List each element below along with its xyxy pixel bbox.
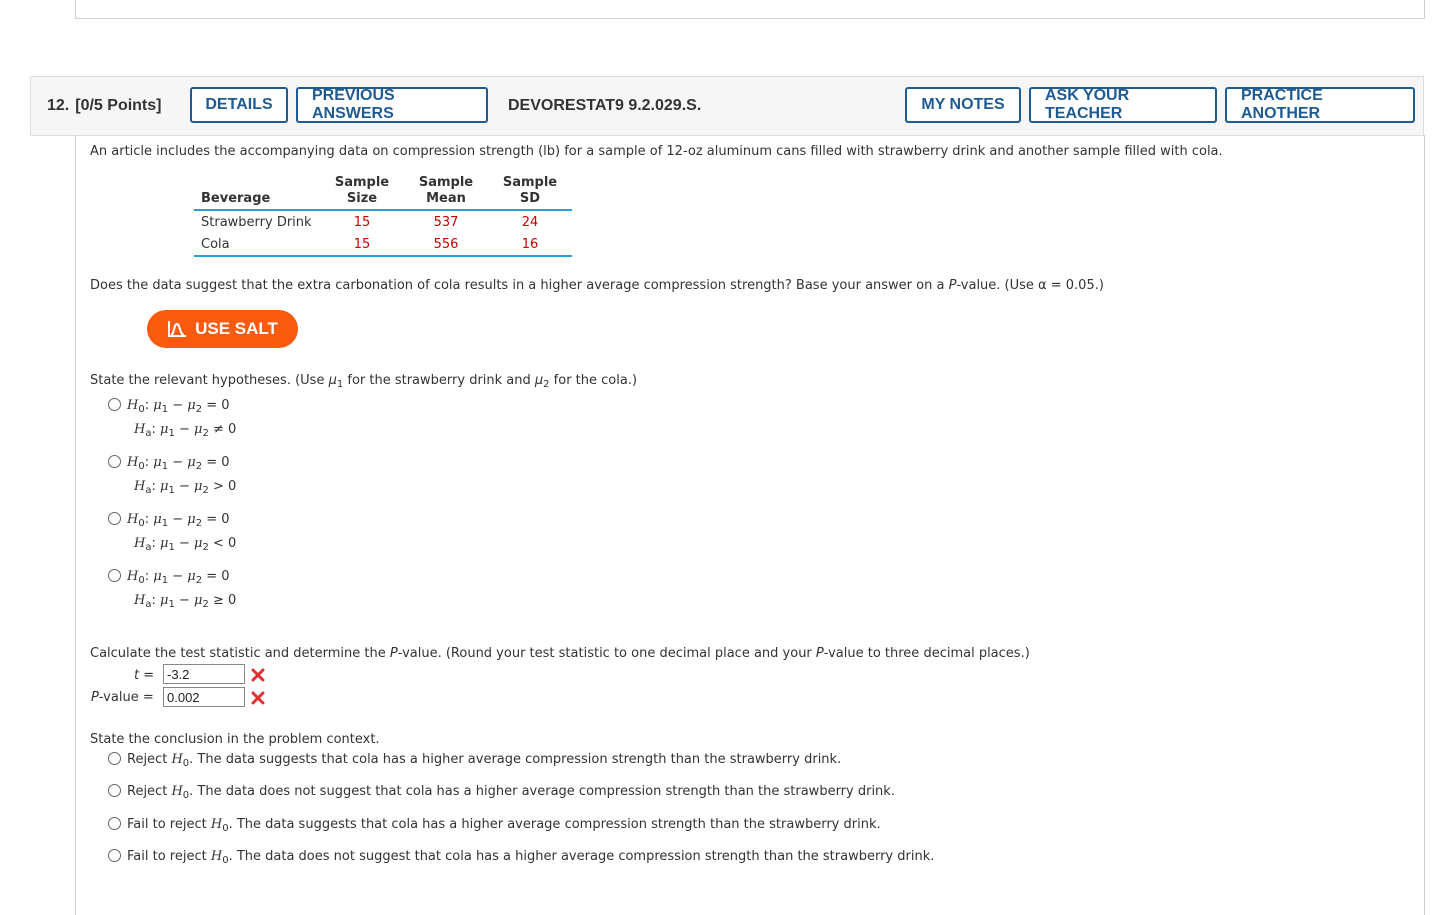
conclusion-lead: Fail to reject	[127, 817, 211, 832]
t-label	[134, 668, 154, 684]
mean-cell: 537	[433, 215, 459, 230]
conclusion-text-2: Reject $H_0$. The data does not suggest that cola has a higher average compression strength than the strawberry drink.	[127, 784, 895, 801]
question-header	[30, 76, 1424, 136]
question-number-text: 12.	[47, 97, 70, 114]
calc-prompt-c: -value to three decimal places.)	[823, 646, 1030, 661]
question-text-a: Does the data suggest that the extra carbonation of cola results in a higher average compression strength? Base your answer on a	[90, 278, 949, 293]
points-label: [0/5 Points]	[75, 97, 162, 114]
use-salt-label: USE SALT	[195, 319, 278, 338]
hypothesis-alt-1: $H_a$: $\mu_1 - \mu_2 \ne 0$	[134, 422, 237, 439]
hyp-prompt-mu2: μ	[534, 373, 544, 388]
salt-graph-icon	[167, 320, 187, 338]
hypothesis-radio-3[interactable]	[108, 512, 121, 525]
hypothesis-radio-2[interactable]	[108, 455, 121, 468]
calc-prompt-b: -value. (Round your test statistic to one decimal place and your	[397, 646, 816, 661]
practice-another-button[interactable]: PRACTICE ANOTHER	[1225, 87, 1415, 123]
hyp-prompt-a: State the relevant hypotheses. (Use	[90, 373, 329, 388]
t-label-text: t	[134, 668, 140, 683]
p-equals: =	[142, 690, 154, 705]
use-salt-button[interactable]	[147, 310, 298, 348]
data-table	[194, 175, 572, 257]
hyp-prompt-b: for the strawberry drink and	[343, 373, 535, 388]
alt-sign: < 0	[212, 536, 237, 551]
hypotheses-prompt	[90, 373, 637, 389]
previous-question-box	[75, 0, 1425, 19]
incorrect-icon	[251, 668, 265, 682]
hypothesis-alt-2: $H_a$: $\mu_1 - \mu_2 > 0$	[134, 479, 237, 496]
calc-prompt-a: Calculate the test statistic and determine the	[90, 646, 390, 661]
conclusion-radio-3[interactable]	[108, 817, 121, 830]
hyp-prompt-sub1: 1	[336, 379, 344, 390]
conclusion-text-4: Fail to reject $H_0$. The data does not suggest that cola has a higher average compression strength than the strawberry drink.	[127, 849, 935, 866]
ask-your-teacher-button[interactable]: ASK YOUR TEACHER	[1029, 87, 1217, 123]
hyp-prompt-mu1: μ	[328, 373, 337, 388]
hypothesis-alt-3: $H_a$: $\mu_1 - \mu_2 < 0$	[134, 536, 237, 553]
size-cell: 15	[353, 215, 371, 230]
conclusion-radio-2[interactable]	[108, 784, 121, 797]
question-text-p: P	[948, 278, 957, 293]
hypothesis-null-4: $H_0$: $\mu_1 - \mu_2 = 0$	[127, 569, 230, 586]
table-row	[194, 233, 572, 256]
previous-answers-button[interactable]: PREVIOUS ANSWERS	[296, 87, 488, 123]
conclusion-text-1: Reject $H_0$. The data suggests that cola has a higher average compression strength than the strawberry drink.	[127, 752, 842, 769]
incorrect-icon	[251, 691, 265, 705]
header-mean-line1: Sample	[418, 175, 474, 190]
t-statistic-input[interactable]	[163, 664, 245, 684]
conclusion-text-3: Fail to reject $H_0$. The data suggests that cola has a higher average compression strength than the strawberry drink.	[127, 817, 881, 834]
p-value-input[interactable]	[163, 687, 245, 707]
beverage-cell: Cola	[201, 237, 230, 252]
beverage-cell: Strawberry Drink	[201, 215, 312, 230]
header-mean	[404, 175, 488, 210]
hypothesis-null-1: $H_0$: $\mu_1 - \mu_2 = 0$	[127, 398, 230, 415]
alt-sign: ≠ 0	[212, 422, 237, 437]
hyp-prompt-c: for the cola.)	[549, 373, 638, 388]
size-cell: 15	[353, 237, 371, 252]
header-sd	[488, 175, 572, 210]
question-body	[75, 135, 1425, 915]
question-code: DEVORESTAT9 9.2.029.S.	[508, 97, 702, 114]
question-text	[90, 278, 1104, 294]
conclusion-prompt: State the conclusion in the problem context.	[90, 732, 380, 747]
hyp-prompt-sub2: 2	[543, 379, 550, 390]
question-number	[47, 97, 161, 115]
conclusion-lead: Reject	[127, 752, 172, 767]
header-size-line1: Sample	[334, 175, 390, 190]
conclusion-body: . The data does not suggest that cola has a higher average compression strength than the strawberry drink.	[228, 849, 935, 864]
hypothesis-radio-4[interactable]	[108, 569, 121, 582]
hypothesis-radio-1[interactable]	[108, 398, 121, 411]
sd-cell: 24	[521, 215, 539, 230]
question-text-b: -value. (Use α = 0.05.)	[956, 278, 1104, 293]
hypothesis-alt-4: $H_a$: $\mu_1 - \mu_2 \ge 0$	[134, 593, 237, 610]
intro-text: An article includes the accompanying data on compression strength (lb) for a sample of 12-oz aluminum cans filled with strawberry drink and another sample filled with cola.	[90, 144, 1223, 159]
header-size-line2: Size	[346, 191, 378, 206]
header-mean-line2: Mean	[426, 191, 466, 206]
hypothesis-null-3: $H_0$: $\mu_1 - \mu_2 = 0$	[127, 512, 230, 529]
header-beverage: Beverage	[201, 191, 271, 206]
alt-sign: ≥ 0	[212, 593, 237, 608]
conclusion-lead: Reject	[127, 784, 172, 799]
p-label-text: -value	[98, 690, 139, 705]
calc-prompt: Calculate the test statistic and determine the P-value. (Round your test statistic to one decimal place and your P-value to three decimal places.)	[90, 646, 1030, 661]
header-sd-line2: SD	[519, 191, 541, 206]
null-sign: = 0	[206, 512, 230, 527]
header-size	[320, 175, 404, 210]
null-sign: = 0	[206, 398, 230, 413]
conclusion-body: . The data suggests that cola has a higher average compression strength than the strawberry drink.	[228, 817, 881, 832]
table-row	[194, 210, 572, 233]
conclusion-lead: Fail to reject	[127, 849, 211, 864]
alt-sign: > 0	[212, 479, 237, 494]
my-notes-button[interactable]: MY NOTES	[905, 87, 1021, 123]
mean-cell: 556	[433, 237, 459, 252]
null-sign: = 0	[206, 569, 230, 584]
null-sign: = 0	[206, 455, 230, 470]
header-sd-line1: Sample	[502, 175, 558, 190]
conclusion-body: . The data does not suggest that cola has a higher average compression strength than the strawberry drink.	[189, 784, 895, 799]
p-value-label: P-value =	[91, 690, 154, 705]
conclusion-radio-4[interactable]	[108, 849, 121, 862]
details-button[interactable]: DETAILS	[190, 87, 288, 123]
sd-cell: 16	[521, 237, 539, 252]
conclusion-radio-1[interactable]	[108, 752, 121, 765]
t-equals: =	[143, 668, 155, 683]
conclusion-body: . The data suggests that cola has a higher average compression strength than the strawberry drink.	[189, 752, 842, 767]
hypothesis-null-2: $H_0$: $\mu_1 - \mu_2 = 0$	[127, 455, 230, 472]
